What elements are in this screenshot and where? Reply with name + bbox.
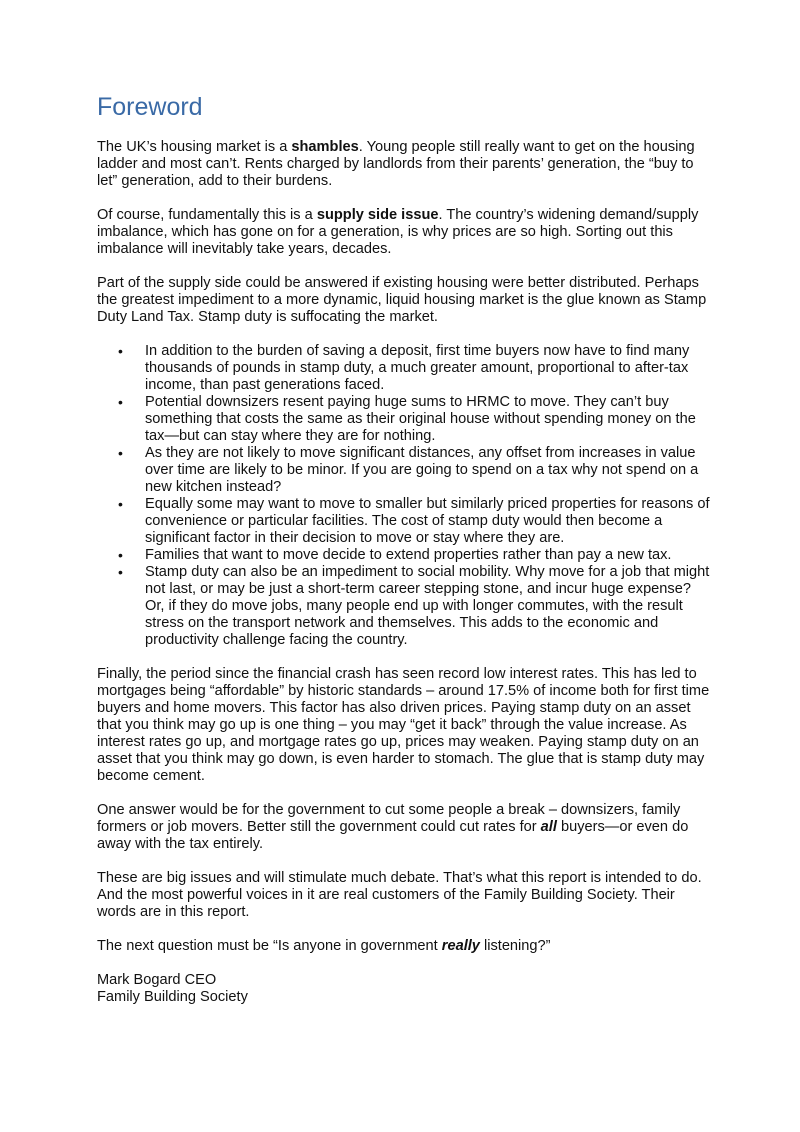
paragraph-question-text-c: listening?” bbox=[479, 938, 551, 954]
paragraph-intro-text-c: . Young people still really want to get on the housing ladder and most can’t. Rents charged by landlords from their parents’ generation, the “buy to let” generation, add to their burdens. bbox=[97, 139, 695, 189]
bullet-icon: • bbox=[118, 547, 123, 563]
list-item bbox=[118, 564, 710, 649]
emphasis-really: really bbox=[441, 938, 480, 954]
paragraph-supply-text-a: Of course, fundamentally this is a bbox=[97, 207, 317, 223]
list-item bbox=[118, 343, 710, 394]
emphasis-all: all bbox=[540, 819, 557, 835]
signature-organization: Family Building Society bbox=[97, 989, 248, 1005]
paragraph-big-issues: These are big issues and will stimulate much debate. That’s what this report is intended to do. And the most powerful voices in it are real customers of the Family Building Society. Their words are in this report. bbox=[97, 870, 702, 920]
bullet-icon: • bbox=[118, 564, 123, 580]
list-item-text: Stamp duty can also be an impediment to social mobility. Why move for a job that might not last, or may be just a short-term career stepping stone, and incur huge expense? Or, if they do move jobs, many people end up with longer commutes, with the result stress on the transport network and themselves. This adds to the economic and productivity challenge facing the country. bbox=[145, 564, 710, 648]
list-item bbox=[118, 445, 710, 496]
paragraph-interest-rates: Finally, the period since the financial crash has seen record low interest rates. This has led to mortgages being “affordable” by historic standards – around 17.5% of income both for first time buyers and home movers. This factor has also driven prices. Paying stamp duty on an asset that you think may go up is one thing – you may “get it back” through the value increase. As interest rates go up, and mortgage rates go up, prices may weaken. Paying stamp duty on an asset that you think may go down, is even harder to stomach. The glue that is stamp duty may become cement. bbox=[97, 666, 710, 784]
bullet-icon: • bbox=[118, 445, 123, 461]
paragraph-intro-text-a: The UK’s housing market is a bbox=[97, 139, 292, 155]
list-item-text: Potential downsizers resent paying huge sums to HRMC to move. They can’t buy something that costs the same as their original house without spending money on the tax—but can stay where they are for nothing. bbox=[145, 394, 696, 444]
list-item-text: Families that want to move decide to extend properties rather than pay a new tax. bbox=[145, 547, 672, 563]
paragraph-supply bbox=[97, 207, 710, 258]
list-item-text: As they are not likely to move significant distances, any offset from increases in value over time are likely to be minor. If you are going to spend on a tax why not spend on a new kitchen instead? bbox=[145, 445, 699, 495]
list-item bbox=[118, 496, 710, 547]
list-item bbox=[118, 394, 710, 445]
paragraph-stamp-duty: Part of the supply side could be answered if existing housing were better distributed. Perhaps the greatest impediment to a more dynamic, liquid housing market is the glue known as Stamp Duty Land Tax. Stamp duty is suffocating the market. bbox=[97, 275, 707, 325]
paragraph-question-text-a: The next question must be “Is anyone in government bbox=[97, 938, 442, 954]
paragraph-answer-text-c: buyers—or even do away with the tax entirely. bbox=[97, 819, 689, 852]
emphasis-supply-side-issue: supply side issue bbox=[316, 207, 439, 223]
emphasis-shambles: shambles bbox=[291, 139, 359, 155]
paragraph-supply-text-c: . The country’s widening demand/supply imbalance, which has gone on for a generation, is why prices are so high. Sorting out this imbalance will inevitably take years, decades. bbox=[97, 207, 699, 257]
signature-name: Mark Bogard CEO bbox=[97, 972, 217, 988]
page-title: Foreword bbox=[97, 93, 203, 121]
bullet-icon: • bbox=[118, 496, 123, 512]
paragraph-question bbox=[97, 938, 710, 955]
paragraph-answer bbox=[97, 802, 710, 853]
list-item bbox=[118, 547, 710, 564]
bullet-icon: • bbox=[118, 394, 123, 410]
bullet-icon: • bbox=[118, 343, 123, 359]
paragraph-intro bbox=[97, 139, 710, 190]
list-item-text: Equally some may want to move to smaller but similarly priced properties for reasons of convenience or particular facilities. The cost of stamp duty would then become a significant factor in their decision to move or stay where they are. bbox=[145, 496, 710, 546]
list-item-text: In addition to the burden of saving a deposit, first time buyers now have to find many thousands of pounds in stamp duty, a much greater amount, proportional to after-tax income, than past generations faced. bbox=[145, 343, 690, 393]
paragraph-answer-text-a: One answer would be for the government to cut some people a break – downsizers, family formers or job movers. Better still the government could cut rates for bbox=[97, 802, 681, 835]
bullet-list bbox=[97, 343, 710, 649]
